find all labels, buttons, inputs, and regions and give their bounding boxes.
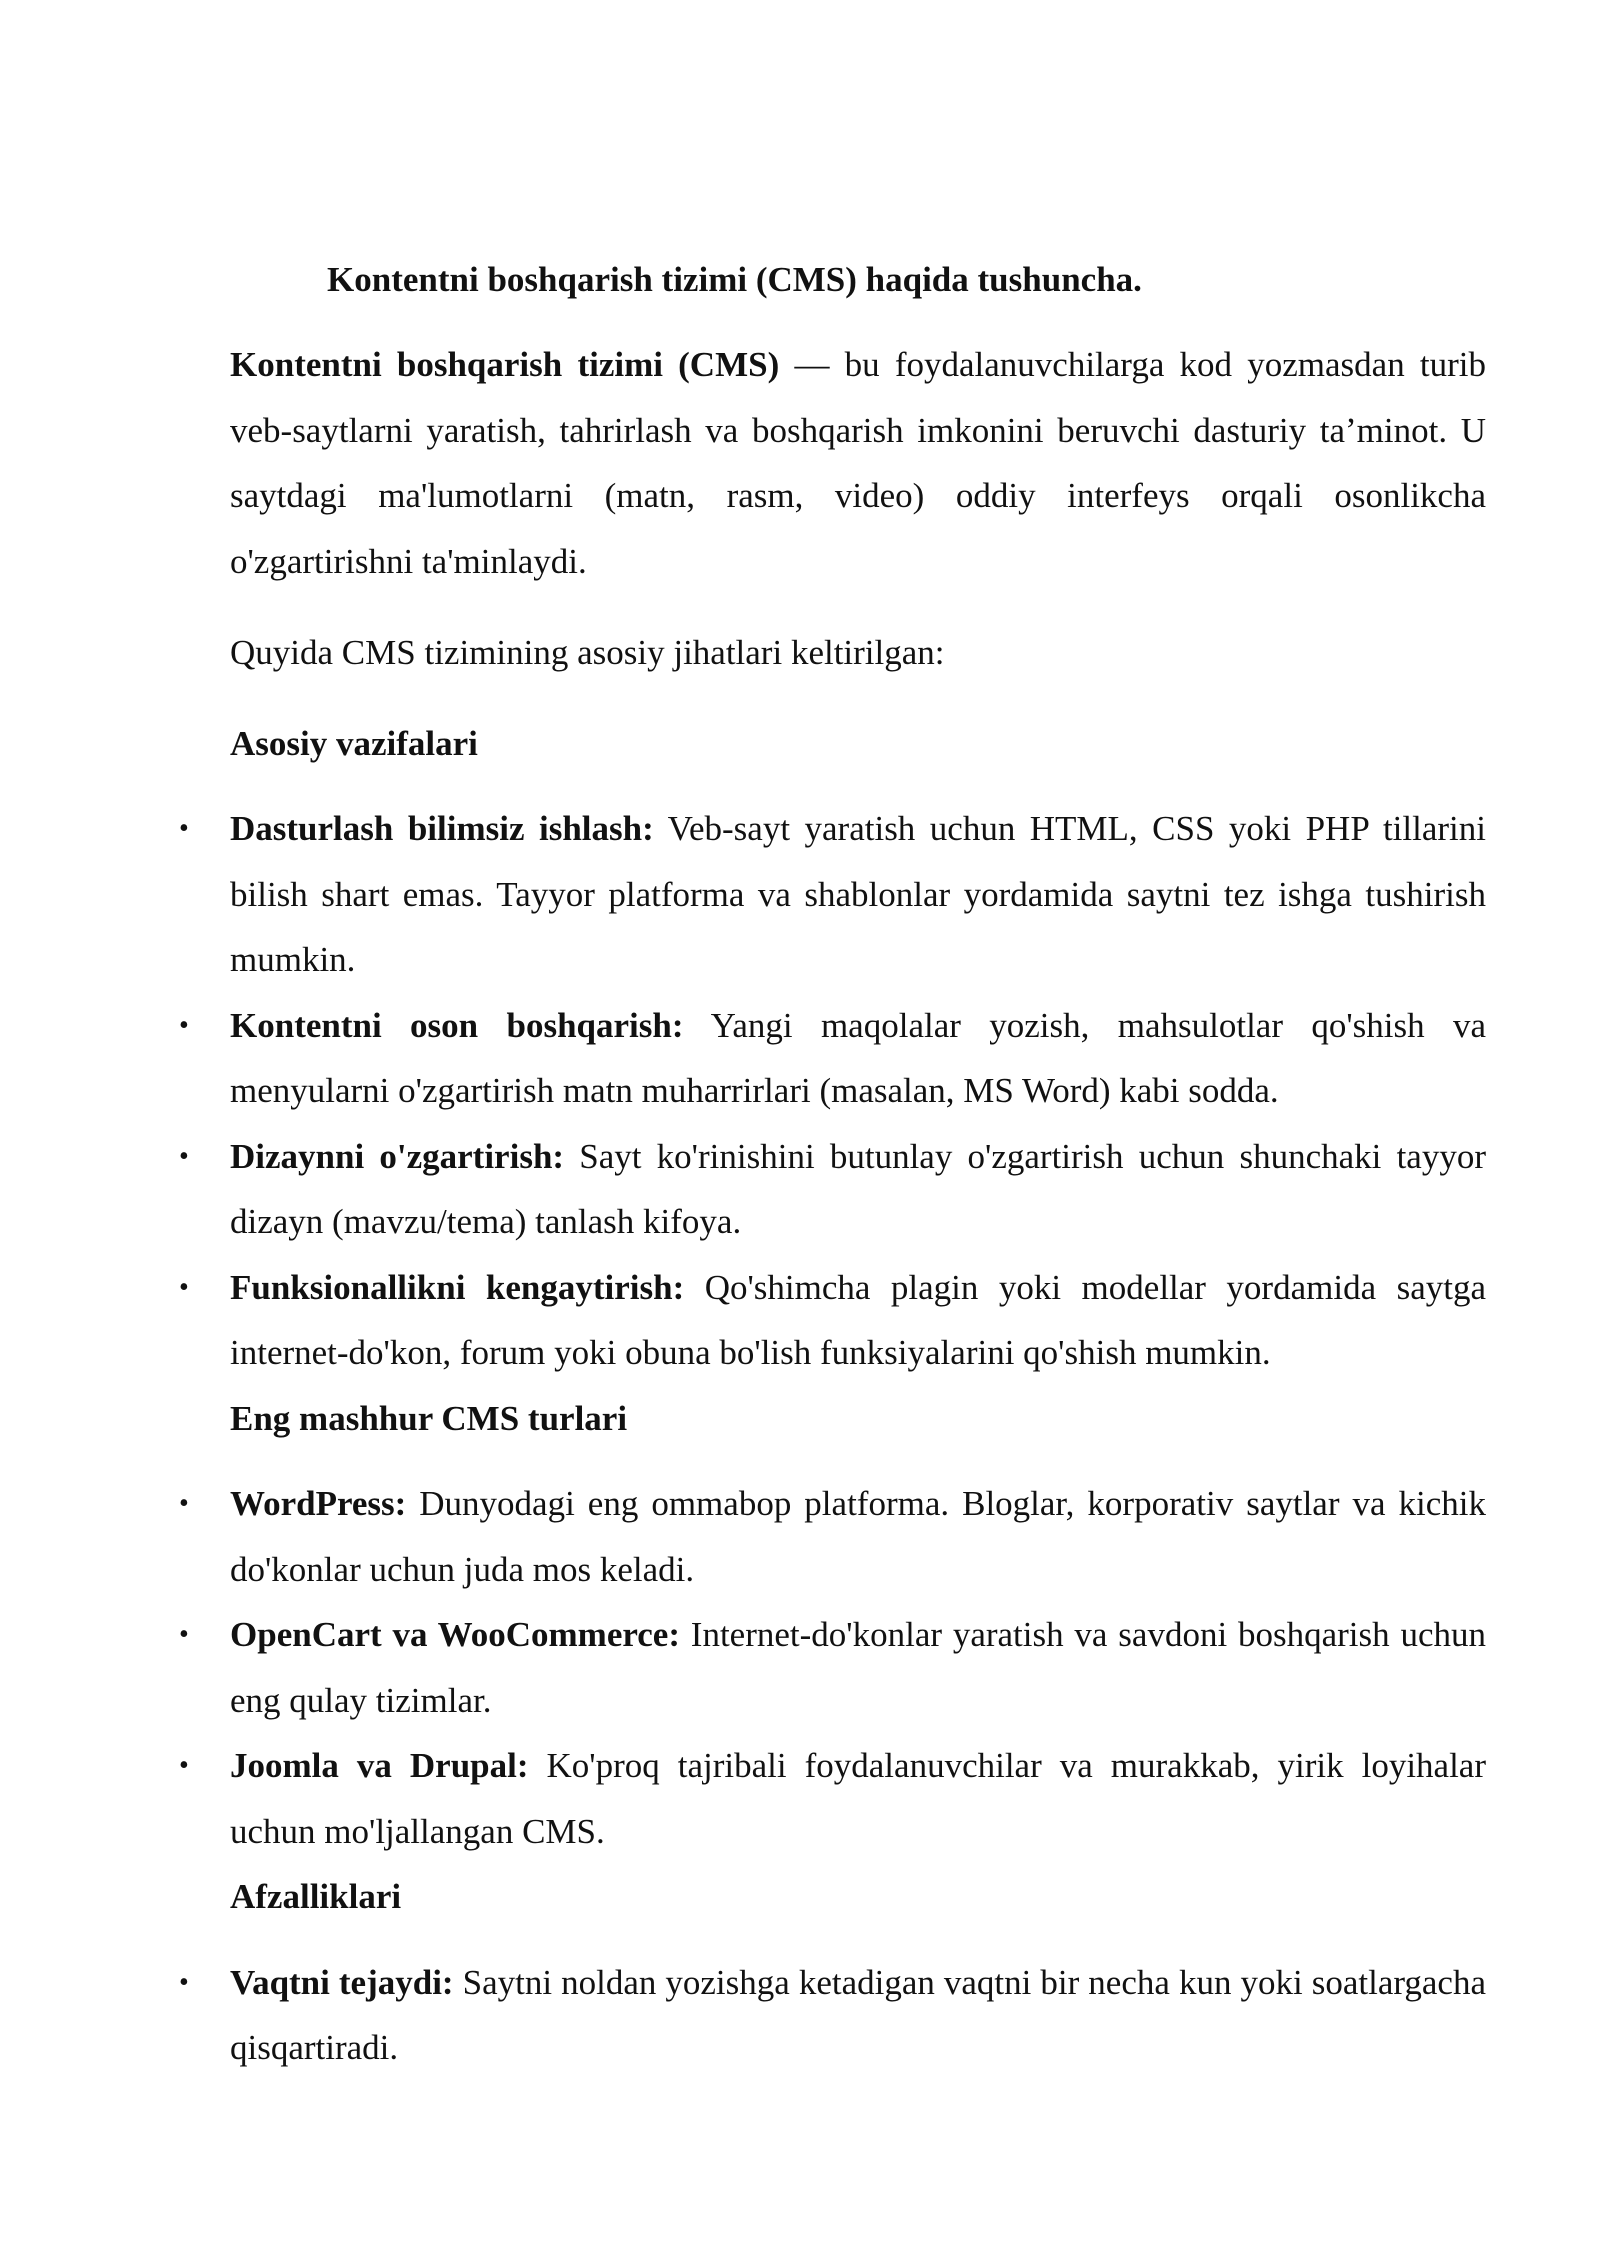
document-title: Kontentni boshqarish tizimi (CMS) haqida tushuncha. [327, 260, 1142, 299]
bullet-icon: • [179, 1140, 189, 1172]
bullet-icon: • [179, 1750, 189, 1781]
list-item [179, 796, 1486, 993]
section-heading-advantages: Afzalliklari [230, 1877, 402, 1916]
bullet-icon: • [179, 1009, 189, 1041]
list-item [179, 1733, 1486, 1864]
list-item-term: Kontentni oson boshqarish: [230, 1005, 684, 1045]
list-item [179, 1471, 1486, 1602]
list-item-term: Funksionallikni kengaytirish: [230, 1267, 685, 1307]
bullet-icon: • [179, 1488, 189, 1519]
intro-paragraph [230, 332, 1486, 594]
list-item-text: Saytni noldan yozishga ketadigan vaqtni bir necha kun yoki soatlargacha qisqartiradi. [230, 1962, 1486, 2067]
list-item-text: Dunyodagi eng ommabop platforma. Bloglar, korporativ saytlar va kichik do'konlar uchun juda mos keladi. [230, 1484, 1486, 1589]
document-body [179, 250, 1487, 2081]
list-item-term: Joomla va Drupal: [230, 1746, 529, 1785]
intro-term: Kontentni boshqarish tizimi (CMS) [230, 345, 780, 384]
list-item [179, 1124, 1486, 1255]
list-item [179, 1255, 1486, 1386]
list-item-text: Internet-do'konlar yaratish va savdoni boshqarish uchun eng qulay tizimlar. [230, 1615, 1486, 1720]
list-item [179, 1950, 1486, 2081]
list-item-term: OpenCart va WooCommerce: [230, 1615, 680, 1654]
bullet-icon: • [179, 813, 189, 844]
list-item-term: WordPress: [230, 1484, 407, 1523]
advantages-list [179, 1950, 1486, 2081]
bullet-icon: • [179, 1966, 189, 1998]
list-item-term: Dasturlash bilimsiz ishlash: [230, 809, 654, 848]
list-item-text: Yangi maqolalar yozish, mahsulotlar qo'shish va menyularni o'zgartirish matn muharrirlari (masalan, MS Word) kabi sodda. [230, 1005, 1487, 1110]
lead-paragraph: Quyida CMS tizimining asosiy jihatlari keltirilgan: [230, 633, 945, 672]
section-heading-main-functions: Asosiy vazifalari [230, 723, 478, 763]
bullet-icon: • [179, 1271, 189, 1303]
list-item-text: Sayt ko'rinishini butunlay o'zgartirish uchun shunchaki tayyor dizayn (mavzu/tema) tanlash kifoya. [230, 1136, 1486, 1241]
list-item-text: Qo'shimcha plagin yoki modellar yordamida saytga internet-do'kon, forum yoki obuna bo'lish funksiyalarini qo'shish mumkin. [230, 1267, 1486, 1372]
section-heading-cms-types: Eng mashhur CMS turlari [230, 1398, 628, 1438]
bullet-icon: • [179, 1619, 189, 1650]
main-functions-list [179, 796, 1487, 1386]
list-item-term: Dizaynni o'zgartirish: [230, 1136, 565, 1176]
cms-types-list [179, 1471, 1486, 1864]
list-item-text: Ko'proq tajribali foydalanuvchilar va murakkab, yirik loyihalar uchun mo'ljallangan CMS. [230, 1746, 1486, 1851]
list-item [179, 1602, 1486, 1733]
intro-text: — bu foydalanuvchilarga kod yozmasdan turib veb-saytlarni yaratish, tahrirlash va boshqarish imkonini beruvchi dasturiy taʼminot. U saytdagi ma'lumotlarni (matn, rasm, video) oddiy interfeys orqali osonlikcha o'zgartirishni ta'minlaydi. [230, 345, 1487, 581]
list-item-term: Vaqtni tejaydi: [230, 1962, 454, 2002]
list-item [179, 993, 1487, 1124]
list-item-text: Veb-sayt yaratish uchun HTML, CSS yoki PHP tillarini bilish shart emas. Tayyor platforma va shablonlar yordamida saytni tez ishga tushirish mumkin. [230, 809, 1486, 979]
